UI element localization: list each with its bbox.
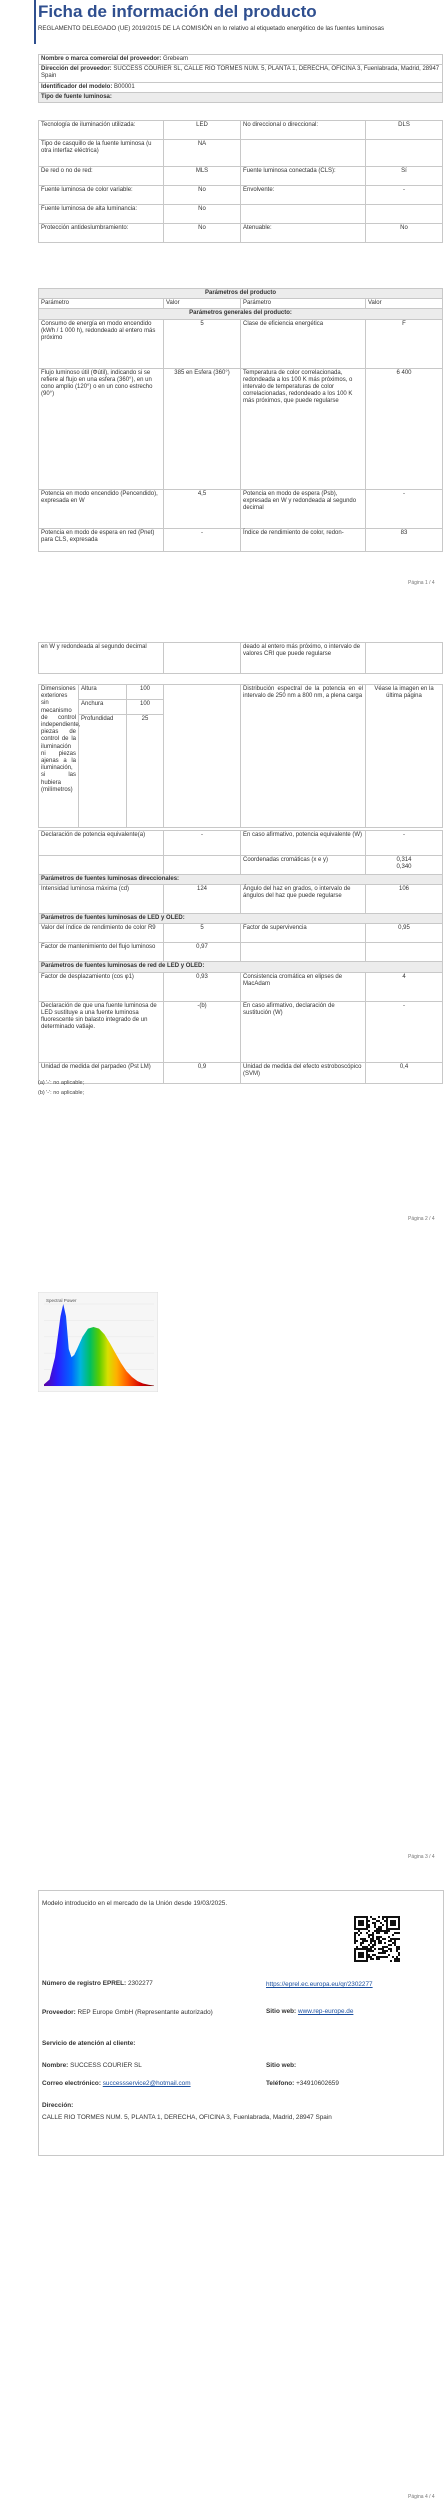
type-header: Tipo de fuente luminosa: [39, 92, 443, 102]
type-row [39, 186, 443, 205]
website2-label: Sitio web: [266, 2062, 297, 2069]
general-value-2: 6 400 [366, 368, 443, 489]
type-label-2: Fuente luminosa conectada (CLS): [241, 167, 366, 186]
equiv-label: Declaración de potencia equivalente(a) [39, 831, 164, 856]
mains-led-label: Unidad de medida del parpadeo (Pst LM) [39, 1062, 164, 1083]
type-label-2 [241, 205, 366, 224]
equivalence-table [38, 830, 443, 1084]
spectral-value: Véase la imagen en la última página [366, 685, 443, 828]
type-label: Protección antideslumbramiento: [39, 224, 164, 243]
type-value-2: No [366, 224, 443, 243]
dim-width-label: Anchura [79, 700, 127, 715]
general-label-2: Índice de rendimiento de color, redon- [241, 528, 366, 551]
email-label: Correo electrónico: [42, 2080, 101, 2087]
dimensions-table [38, 684, 443, 828]
address-label-row: Dirección: [42, 2102, 74, 2109]
phone-label: Teléfono: [266, 2080, 295, 2087]
mains-led-label-2: Consistencia cromática en elipses de MacAdam [241, 972, 366, 1001]
page-number: Página 1 / 4 [408, 580, 435, 586]
eprel-link[interactable]: https://eprel.ec.europa.eu/qr/2302277 [266, 1981, 373, 1988]
page-4 [0, 1890, 444, 2510]
mains-led-row [39, 972, 443, 1001]
general-label-2: Clase de eficiencia energética [241, 319, 366, 368]
coord-label: Coordenadas cromáticas (x e y) [241, 856, 366, 875]
type-row [39, 205, 443, 224]
mains-led-label: Factor de desplazamiento (cos φ1) [39, 972, 164, 1001]
type-row [39, 121, 443, 140]
address-row [39, 65, 443, 82]
model-label: Identificador del modelo: [41, 83, 113, 90]
general-value: 5 [164, 319, 241, 368]
type-label: Fuente luminosa de alta luminancia: [39, 205, 164, 224]
mains-led-label-2: Unidad de medida del efecto estroboscópico (SVM) [241, 1062, 366, 1083]
general-value-2: 83 [366, 528, 443, 551]
general-header: Parámetros generales del producto: [39, 309, 443, 319]
dim-depth-value: 25 [127, 715, 164, 828]
col-param-1: Parámetro [39, 299, 164, 309]
coord-y: 0,340 [396, 864, 412, 871]
chart-caption: Spectral Power [46, 1298, 77, 1303]
equiv-right-value: - [366, 831, 443, 856]
supplier-table [38, 54, 443, 103]
website-label: Sitio web: [266, 2008, 297, 2015]
type-value-2: Sí [366, 167, 443, 186]
dim-depth-label: Profundidad [79, 715, 127, 828]
type-label-2: Envolvente: [241, 186, 366, 205]
mains-led-value: -(b) [164, 1001, 241, 1062]
brand-row [39, 55, 443, 65]
type-row [39, 167, 443, 186]
dim-height-value: 100 [127, 685, 164, 700]
website2-row [266, 2062, 296, 2069]
model-row [39, 82, 443, 92]
mains-led-value-2: - [366, 1001, 443, 1062]
light-source-type-table [38, 120, 443, 243]
title-accent-bar [34, 0, 36, 44]
name-value: SUCCESS COURIER SL [70, 2062, 142, 2069]
type-value: No [164, 186, 241, 205]
col-param-2: Parámetro [241, 299, 366, 309]
name-row [42, 2062, 142, 2069]
general-row [39, 528, 443, 551]
general-label: Flujo luminoso útil (Φútil), indicando si se refiere al flujo en una esfera (360°), en un cono amplio (120°) o en un cono estrecho (90°) [39, 368, 164, 489]
regulation-subtitle: REGLAMENTO DELEGADO (UE) 2019/2015 DE LA COMISIÓN en lo relativo al etiquetado energético de las fuentes luminosas [38, 25, 385, 32]
provider-label: Proveedor: [42, 2009, 76, 2016]
led-label-2: Factor de supervivencia [241, 924, 366, 943]
dimensions-label: Dimensiones exteriores sin mecanismo de control independiente, piezas de control de la iluminación ni piezas ajenas a la iluminación, si las hubiera (milímetros) [39, 685, 79, 828]
type-value-2: DLS [366, 121, 443, 140]
general-value: 385 en Esfera (360°) [164, 368, 241, 489]
phone-value: +34910602659 [296, 2080, 339, 2087]
general-value-2: - [366, 489, 443, 528]
eprel-label: Número de registro EPREL: [42, 1980, 127, 1987]
brand-label: Nombre o marca comercial del proveedor: [41, 56, 162, 62]
params-header: Parámetros del producto [39, 289, 443, 299]
col-value-1: Valor [164, 299, 241, 309]
type-label-2: No direccional o direccional: [241, 121, 366, 140]
col-value-2: Valor [366, 299, 443, 309]
type-value-2 [366, 205, 443, 224]
type-value: MLS [164, 167, 241, 186]
led-row [39, 943, 443, 962]
spectral-power-chart [38, 1292, 158, 1392]
general-label: Potencia en modo encendido (Pencendido), expresada en W [39, 489, 164, 528]
email-link[interactable]: successservice2@hotmail.com [102, 2080, 191, 2087]
mains-led-value-2: 4 [366, 972, 443, 1001]
model-value: B00001 [114, 83, 135, 90]
page-3 [0, 1270, 444, 1870]
page-1 [0, 0, 444, 592]
note-a: (a) '-': no aplicable; [38, 1080, 85, 1086]
type-label: Tipo de casquillo de la fuente luminosa (u otra interfaz eléctrica) [39, 140, 164, 167]
mains-led-value: 0,9 [164, 1062, 241, 1083]
dim-height-label: Altura [79, 685, 127, 700]
website-link[interactable]: www.rep-europe.de [297, 2008, 354, 2015]
type-value: No [164, 224, 241, 243]
type-label: Tecnología de iluminación utilizada: [39, 121, 164, 140]
mains-led-value-2: 0,4 [366, 1062, 443, 1083]
product-params-table [38, 288, 443, 552]
coord-values [366, 856, 443, 875]
general-row [39, 368, 443, 489]
page-2 [0, 640, 444, 1240]
coord-x: 0,314 [396, 857, 412, 863]
name-label: Nombre: [42, 2062, 69, 2069]
general-value: 4,5 [164, 489, 241, 528]
directional-label-2: Ángulo del haz en grados, o intervalo de ángulos del haz que puede regularse [241, 885, 366, 914]
page-title: Ficha de información del producto [38, 2, 317, 21]
general-row [39, 489, 443, 528]
mains-led-header: Parámetros de fuentes luminosas de red de LED y OLED: [39, 962, 443, 972]
mains-led-label-2: En caso afirmativo, declaración de sustitución (W) [241, 1001, 366, 1062]
led-header: Parámetros de fuentes luminosas de LED y OLED: [39, 914, 443, 924]
equiv-value: - [164, 831, 241, 856]
provider-row [42, 2008, 252, 2017]
general-value: - [164, 528, 241, 551]
mains-led-row [39, 1001, 443, 1062]
led-label-2 [241, 943, 366, 962]
general-value-2: F [366, 319, 443, 368]
directional-label: Intensidad luminosa máxima (cd) [39, 885, 164, 914]
eprel-row [42, 1980, 153, 1987]
address-value: CALLE RIO TORMES NUM. 5, PLANTA 1, DERECHA, OFICINA 3, Fuenlabrada, Madrid, 28947 Spain [42, 2114, 332, 2121]
page-number: Página 2 / 4 [408, 1216, 435, 1222]
led-value-2 [366, 943, 443, 962]
market-intro: Modelo introducido en el mercado de la Unión desde 19/03/2025. [42, 1900, 228, 1907]
general-label-2: Potencia en modo de espera (Psb), expresada en W y redondeada al segundo decimal [241, 489, 366, 528]
qr-code-icon[interactable] [354, 1916, 400, 1962]
general-label: Potencia en modo de espera en red (Pnet) para CLS, expresada [39, 528, 164, 551]
type-label: Fuente luminosa de color variable: [39, 186, 164, 205]
type-label: De red o no de red: [39, 167, 164, 186]
website-row [266, 2008, 353, 2015]
led-value: 5 [164, 924, 241, 943]
led-value: 0,97 [164, 943, 241, 962]
cont-right: deado al entero más próximo, o intervalo de valores CRI que puede regularse [241, 643, 366, 674]
page-number: Página 4 / 4 [408, 2494, 435, 2500]
type-row [39, 224, 443, 243]
type-value: NA [164, 140, 241, 167]
spectral-label: Distribución espectral de la potencia en el intervalo de 250 nm a 800 nm, a plena carga [241, 685, 366, 828]
params-continued-table [38, 642, 443, 674]
general-label-2: Temperatura de color correlacionada, redondeada a los 100 K más próximos, o intervalo de temperaturas de color correlacionadas, redondeado a los 100 K más próximos, que puede regularse [241, 368, 366, 489]
mains-led-row [39, 1062, 443, 1083]
cont-left: en W y redondeada al segundo decimal [39, 643, 164, 674]
type-value-2 [366, 140, 443, 167]
address-label: Dirección del proveedor: [41, 66, 112, 73]
type-row [39, 140, 443, 167]
equiv-right-label: En caso afirmativo, potencia equivalente (W) [241, 831, 366, 856]
note-b: (b) '-': no aplicable; [38, 1090, 85, 1096]
address-value: SUCCESS COURIER SL, CALLE RIO TORMES NUM. 5, PLANTA 1, DERECHA, OFICINA 3, Fuenlabrada, Madrid, 28947 Spain [41, 66, 440, 80]
email-row [42, 2080, 191, 2087]
led-label: Valor del índice de rendimiento de color R9 [39, 924, 164, 943]
directional-value-2: 106 [366, 885, 443, 914]
page-number: Página 3 / 4 [408, 1854, 435, 1860]
type-value: LED [164, 121, 241, 140]
directional-row [39, 885, 443, 914]
eprel-value: 2302277 [127, 1980, 153, 1987]
general-row [39, 319, 443, 368]
mains-led-value: 0,93 [164, 972, 241, 1001]
led-label: Factor de mantenimiento del flujo luminoso [39, 943, 164, 962]
led-row [39, 924, 443, 943]
led-value-2: 0,95 [366, 924, 443, 943]
type-label-2 [241, 140, 366, 167]
type-value-2: - [366, 186, 443, 205]
dim-width-value: 100 [127, 700, 164, 715]
provider-value: REP Europe GmbH (Representante autorizado) [77, 2009, 213, 2016]
service-header: Servicio de atención al cliente: [42, 2040, 136, 2047]
directional-value: 124 [164, 885, 241, 914]
type-value: No [164, 205, 241, 224]
directional-header: Parámetros de fuentes luminosas direccionales: [39, 875, 443, 885]
mains-led-label: Declaración de que una fuente luminosa de LED sustituye a una fuente luminosa fluorescente sin balasto integrado de un determinado vatiaje. [39, 1001, 164, 1062]
type-label-2: Atenuable: [241, 224, 366, 243]
brand-value: Grebeam [163, 56, 189, 62]
phone-row [266, 2080, 339, 2087]
general-label: Consumo de energía en modo encendido (kWh / 1 000 h), redondeado al entero más próximo [39, 319, 164, 368]
